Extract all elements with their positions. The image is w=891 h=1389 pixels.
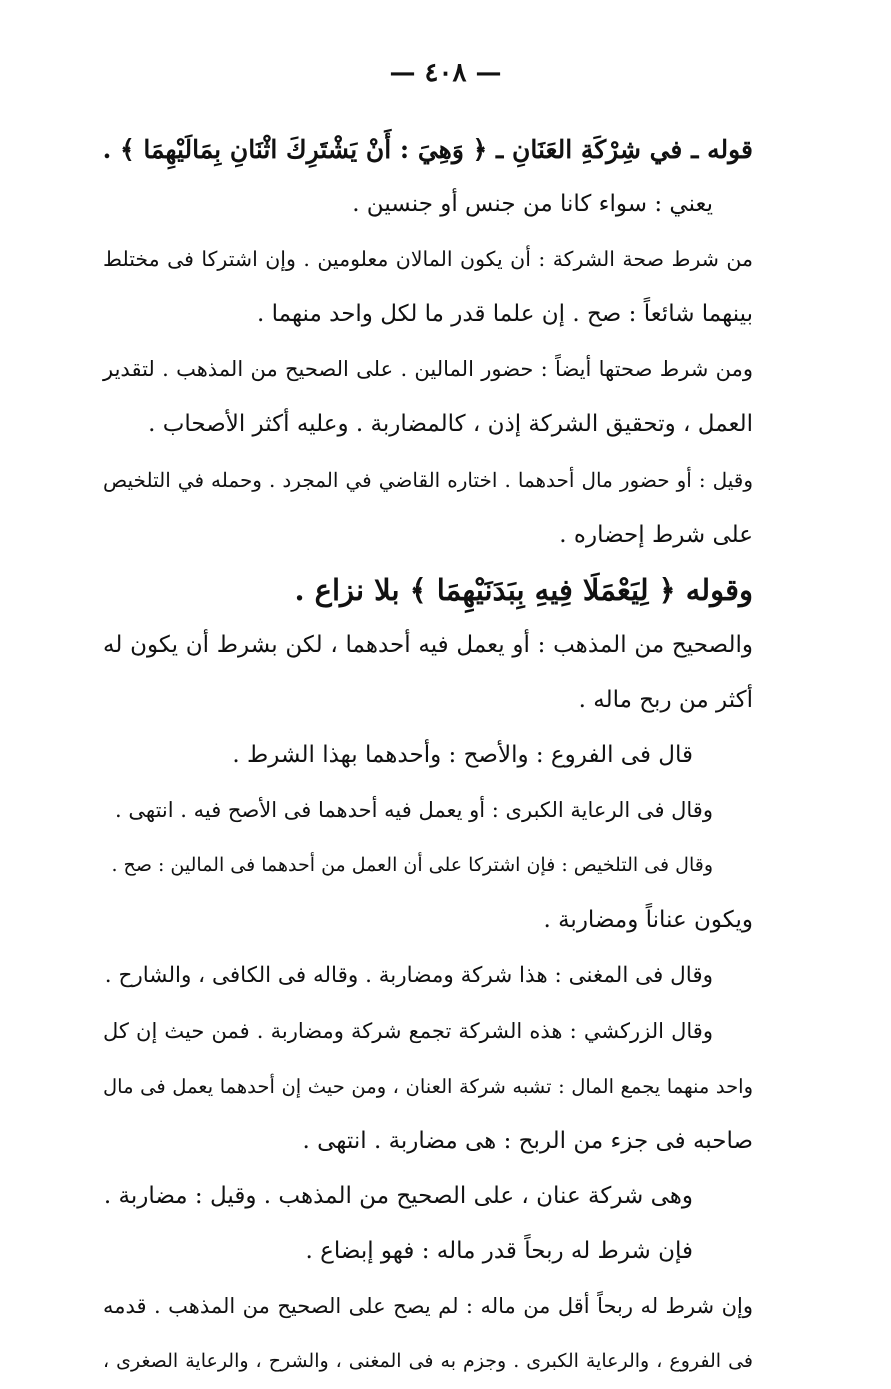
page-number: — ٤٠٨ — bbox=[389, 58, 502, 88]
text-line-10: والصحيح من المذهب : أو يعمل فيه أحدهما ، لكن بشرط أن يكون له bbox=[103, 631, 753, 658]
text-line-22: وإن شرط له ربحاً أقل من ماله : لم يصح على الصحيح من المذهب . قدمه bbox=[103, 1293, 753, 1318]
text-line-8: على شرط إحضاره . bbox=[559, 521, 753, 548]
text-line-2: يعني : سواء كانا من جنس أو جنسين . bbox=[352, 191, 713, 218]
text-line-3: من شرط صحة الشركة : أن يكون المالان معلومين . وإن اشتركا فى مختلط bbox=[103, 247, 753, 272]
heading-line-9: وقوله ﴿ لِيَعْمَلَا فِيهِ بِبَدَنَيْهِمَا ﴾ بلا نزاع . bbox=[294, 572, 753, 607]
text-line-18: واحد منهما يجمع المال : تشبه شركة العنان ، ومن حيث إن أحدهما يعمل فى مال bbox=[103, 1074, 753, 1098]
heading-line-1: قوله ـ في شِرْكَةِ العَنَانِ ـ ﴿ وَهِيَ : أَنْ يَشْتَرِكَ اثْنَانِ بِمَالَيْهِمَا ﴾ . bbox=[102, 135, 753, 164]
text-line-20: وهى شركة عنان ، على الصحيح من المذهب . وقيل : مضاربة . bbox=[103, 1182, 693, 1209]
text-line-15: ويكون عناناً ومضاربة . bbox=[543, 907, 753, 934]
text-line-5: ومن شرط صحتها أيضاً : حضور المالين . على الصحيح من المذهب . لتقدير bbox=[103, 357, 753, 382]
text-line-16: وقال فى المغنى : هذا شركة ومضاربة . وقاله فى الكافى ، والشارح . bbox=[104, 963, 713, 989]
text-line-11: أكثر من ربح ماله . bbox=[578, 686, 753, 713]
text-line-12: قال فى الفروع : والأصح : وأحدهما بهذا الشرط . bbox=[232, 742, 693, 769]
text-line-13: وقال فى الرعاية الكبرى : أو يعمل فيه أحدهما فى الأصح فيه . انتهى . bbox=[115, 798, 713, 823]
text-line-21: فإن شرط له ربحاً قدر ماله : فهو إبضاع . bbox=[305, 1237, 693, 1264]
text-line-4: بينهما شائعاً : صح . إن علما قدر ما لكل واحد منهما . bbox=[257, 301, 753, 328]
text-line-7: وقيل : أو حضور مال أحدهما . اختاره القاضي في المجرد . وحمله في التلخيص bbox=[103, 467, 753, 492]
page-body bbox=[103, 122, 753, 1389]
text-line-19: صاحبه فى جزء من الربح : هى مضاربة . انتهى . bbox=[302, 1127, 753, 1154]
text-line-6: العمل ، وتحقيق الشركة إذن ، كالمضاربة . وعليه أكثر الأصحاب . bbox=[148, 411, 753, 438]
text-line-23: فى الفروع ، والرعاية الكبرى . وجزم به فى المغنى ، والشرح ، والرعاية الصغرى ، bbox=[103, 1350, 753, 1373]
text-line-14: وقال فى التلخيص : فإن اشتركا على أن العمل من أحدهما فى المالين : صح . bbox=[111, 854, 713, 877]
text-line-17: وقال الزركشي : هذه الشركة تجمع شركة ومضاربة . فمن حيث إن كل bbox=[103, 1018, 713, 1043]
